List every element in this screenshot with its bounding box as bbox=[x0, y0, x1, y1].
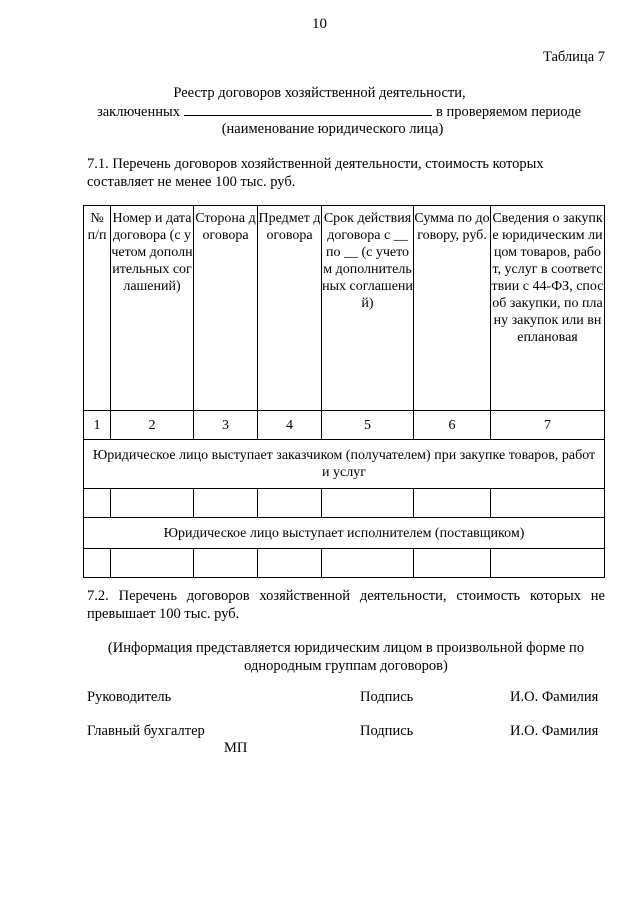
group-customer-label: Юридическое лицо выступает заказчиком (получателем) при закупке товаров, работ и услуг bbox=[84, 440, 605, 489]
table-cell bbox=[491, 549, 605, 578]
table-cell bbox=[414, 549, 491, 578]
header-cell: Номер и дата договора (с учетом дополнительных соглашений) bbox=[111, 206, 194, 411]
column-number: 2 bbox=[111, 411, 194, 440]
table-cell bbox=[194, 489, 258, 518]
concluded-line bbox=[97, 103, 581, 121]
contracts-register-table bbox=[83, 205, 605, 578]
page-number: 10 bbox=[312, 16, 327, 32]
column-number: 7 bbox=[491, 411, 605, 440]
register-title: Реестр договоров хозяйственной деятельности, bbox=[173, 85, 466, 101]
table-label: Таблица 7 bbox=[542, 49, 605, 65]
empty-table-row bbox=[84, 489, 605, 518]
table-cell bbox=[84, 549, 111, 578]
column-number: 1 bbox=[84, 411, 111, 440]
table-cell bbox=[258, 489, 322, 518]
group-supplier-label: Юридическое лицо выступает исполнителем (поставщиком) bbox=[84, 518, 605, 549]
signature-placeholder: Подпись bbox=[360, 689, 414, 705]
header-cell: Срок действия договора с __ по __ (с учетом дополнительных соглашений) bbox=[322, 206, 414, 411]
header-cell: Предмет договора bbox=[258, 206, 322, 411]
header-cell: Сторона договора bbox=[194, 206, 258, 411]
signature-role-director: Руководитель bbox=[87, 689, 172, 705]
concluded-suffix: в проверяемом периоде bbox=[435, 104, 582, 120]
table-cell bbox=[491, 489, 605, 518]
stamp-label: МП bbox=[224, 740, 248, 756]
empty-table-row bbox=[84, 549, 605, 578]
signature-name: И.О. Фамилия bbox=[510, 689, 599, 705]
header-cell: № п/п bbox=[84, 206, 111, 411]
header-cell: Сумма по договору, руб. bbox=[414, 206, 491, 411]
signature-placeholder: Подпись bbox=[360, 723, 414, 739]
entity-name-note: (наименование юридического лица) bbox=[221, 121, 444, 137]
entity-name-blank bbox=[184, 103, 432, 116]
header-cell: Сведения о закупке юридическим лицом товаров, работ, услуг в соответствии с 44-ФЗ, способ закупки, по плану закупок или внеплановая bbox=[491, 206, 605, 411]
column-number: 3 bbox=[194, 411, 258, 440]
signature-role-accountant: Главный бухгалтер bbox=[87, 723, 205, 739]
info-note: (Информация представляется юридическим лицом в произвольной форме по однородным группам договоров) bbox=[107, 640, 585, 674]
table-cell bbox=[322, 489, 414, 518]
section-7-1-heading: 7.1. Перечень договоров хозяйственной деятельности, стоимость которых составляет не менее 100 тыс. руб. bbox=[87, 156, 544, 190]
table-cell bbox=[84, 489, 111, 518]
table-cell bbox=[111, 549, 194, 578]
column-number-row bbox=[84, 411, 605, 440]
signature-name: И.О. Фамилия bbox=[510, 723, 599, 739]
column-number: 6 bbox=[414, 411, 491, 440]
table-header-row bbox=[84, 206, 605, 411]
table-cell bbox=[258, 549, 322, 578]
table-cell bbox=[194, 549, 258, 578]
column-number: 5 bbox=[322, 411, 414, 440]
table-cell bbox=[414, 489, 491, 518]
concluded-prefix: заключенных bbox=[97, 104, 180, 120]
section-7-2-heading: 7.2. Перечень договоров хозяйственной деятельности, стоимость которых не превышает 100 тыс. руб. bbox=[87, 588, 605, 622]
table-cell bbox=[322, 549, 414, 578]
group-row-supplier bbox=[84, 518, 605, 549]
column-number: 4 bbox=[258, 411, 322, 440]
table-cell bbox=[111, 489, 194, 518]
group-row-customer bbox=[84, 440, 605, 489]
